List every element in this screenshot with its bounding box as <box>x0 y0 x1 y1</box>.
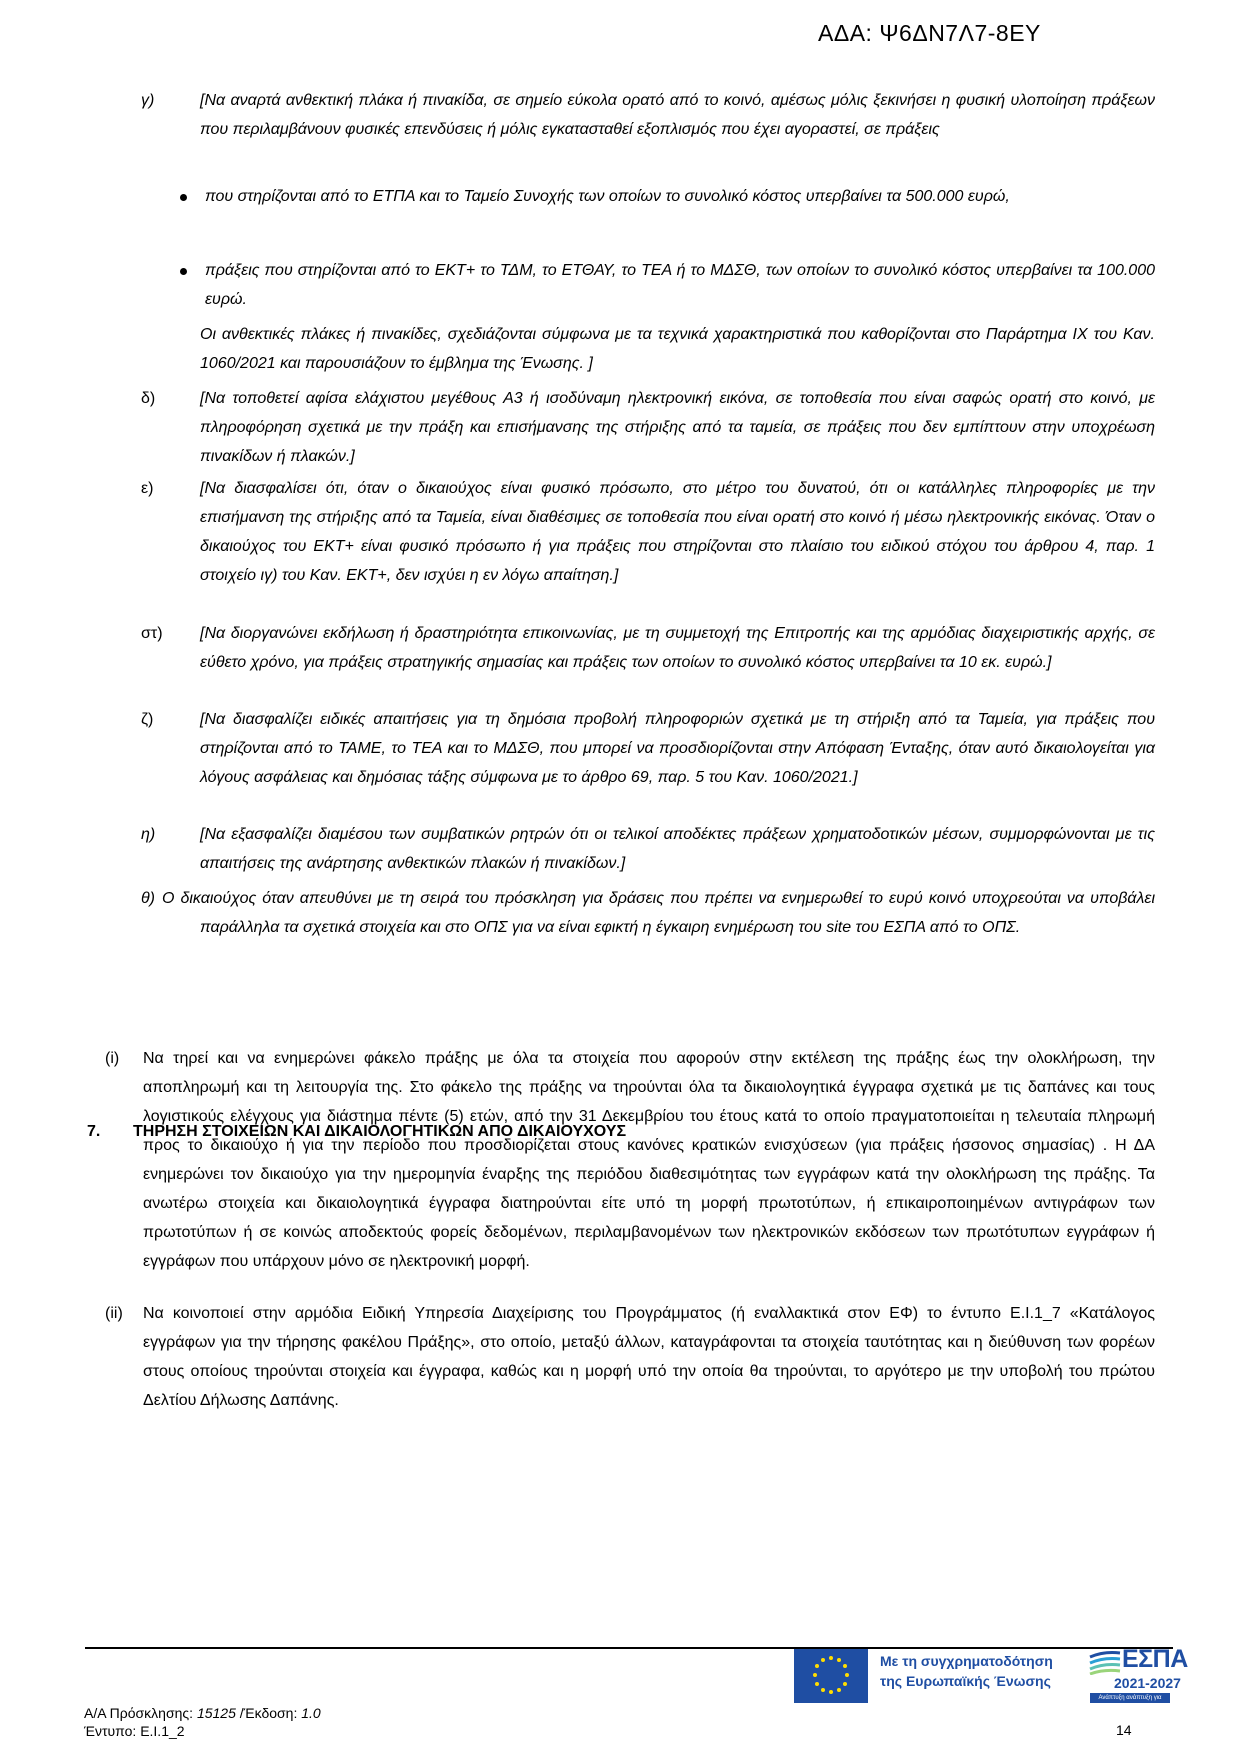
call-number: 15125 <box>196 1705 236 1721</box>
eu-cofunding-text <box>880 1651 1053 1691</box>
edition-label: /Έκδοση: <box>235 1705 302 1721</box>
espa-title: ΕΣΠΑ <box>1122 1645 1188 1673</box>
item-text-theta-body: Ο δικαιούχος όταν απευθύνει με τη σειρά του πρόσκληση για δράσεις που πρέπει να ενημερωθεί το ευρύ κοινό υποχρεούται να υποβάλει παράλληλα τα σχετικά στοιχεία και στο ΟΠΣ για να είναι εφικτή η έγκαιρη ενημέρωση του site του ΕΣΠΑ από το ΟΠΣ. <box>162 890 1155 936</box>
edition-value: 1.0 <box>301 1705 321 1721</box>
footer-form-line: Έντυπο: Ε.Ι.1_2 <box>84 1723 185 1739</box>
item-label-gamma: γ) <box>141 92 155 109</box>
section7-item-label-ii: (ii) <box>105 1305 123 1322</box>
item-gamma-continuation: Οι ανθεκτικές πλάκες ή πινακίδες, σχεδιάζονται σύμφωνα με τα τεχνικά χαρακτηριστικά που καθορίζονται στο Παράρτημα ΙΧ του Καν. 1060/2021 και παρουσιάζουν το έμβλημα της Ένωσης. ] <box>200 326 1155 372</box>
bullet-icon <box>180 256 194 285</box>
eu-flag-icon <box>794 1649 868 1703</box>
item-text-st: [Να διοργανώνει εκδήλωση ή δραστηριότητα επικοινωνίας, με τη συμμετοχή της Επιτροπής και της αρμόδιας διαχειριστικής αρχής, σε εύθετο χρόνο, για πράξεις στρατηγικής σημασίας και πράξεις των οποίων το συνολικό κόστος υπερβαίνει τα 10 εκ. ευρώ.] <box>200 625 1155 671</box>
item-text-epsilon: [Να διασφαλίσει ότι, όταν ο δικαιούχος είναι φυσικό πρόσωπο, στο μέτρο του δυνατού, ότι οι κατάλληλες πληροφορίες με την επισήμανση της στήριξης από τα Ταμεία, είναι διαθέσιμες σε τοποθεσία που είναι ορατή στο κοινό ή μέσω ηλεκτρονικής εικόνας. Όταν ο δικαιούχος του ΕΚΤ+ είναι φυσικό πρόσωπο ή για πράξεις που στηρίζονται στο πλαίσιο του ειδικού στόχου του άρθρου 4, παρ. 1 στοιχείο ιγ) του Καν. ΕΚΤ+, δεν ισχύει η εν λόγω απαίτηση.] <box>200 480 1155 584</box>
item-text-eta: [Να εξασφαλίζει διαμέσου των συμβατικών ρητρών ότι οι τελικοί αποδέκτες πράξεων χρηματοδοτικών μέσων, συμμορφώνονται με τις απαιτήσεις της ανάρτησης ανθεκτικών πλακών ή πινακίδων.] <box>200 826 1155 872</box>
item-text-zeta: [Να διασφαλίζει ειδικές απαιτήσεις για τη δημόσια προβολή πληροφοριών σχετικά με τη στήριξη από τα Ταμεία, για πράξεις που στηρίζονται από το ΤΑΜΕ, το ΤΕΑ και το ΜΔΣΘ, που μπορεί να προσδιορίζονται στην Απόφαση Ένταξης, όταν αυτό δικαιολογείται για λόγους ασφάλειας και δημόσιας τάξης σύμφωνα με το άρθρο 69, παρ. 5 του Καν. 1060/2021.] <box>200 711 1155 786</box>
item-label-theta: θ) <box>141 890 156 907</box>
espa-years: 2021-2027 <box>1114 1675 1181 1691</box>
item-label-zeta: ζ) <box>141 711 154 728</box>
footer-divider <box>85 1647 1173 1649</box>
footer-call-info <box>84 1704 321 1740</box>
item-text-theta <box>162 884 1155 942</box>
section7-item-label-i: (i) <box>105 1050 120 1067</box>
item-label-eta: η) <box>141 826 156 843</box>
item-label-st: στ) <box>141 625 163 642</box>
espa-logo <box>1088 1645 1188 1711</box>
item-text-gamma: [Να αναρτά ανθεκτική πλάκα ή πινακίδα, σε σημείο εύκολα ορατό από το κοινό, αμέσως μόλις ξεκινήσει η φυσική υλοποίηση πράξεων που περιλαμβάνουν φυσικές επενδύσεις ή μόλις εγκατασταθεί εξοπλισμός που έχει αγοραστεί, σε πράξεις <box>200 92 1155 138</box>
item-label-delta: δ) <box>141 390 156 407</box>
item-text-delta: [Να τοποθετεί αφίσα ελάχιστου μεγέθους Α3 ή ισοδύναμη ηλεκτρονική εικόνα, σε τοποθεσία που είναι σαφώς ορατή στο κοινό, με πληροφόρηση σχετικά με την πράξη και επισήμανσης της στήριξης από τα ταμεία, σε πράξεις που δεν εμπίπτουν στην υποχρέωση πινακίδων ή πλακών.] <box>200 390 1155 465</box>
item-label-epsilon: ε) <box>141 480 154 497</box>
bullet-icon <box>180 182 194 211</box>
ada-header: ΑΔΑ: Ψ6ΔΝ7Λ7-8ΕΥ <box>818 20 1041 46</box>
section-number: 7. <box>87 1123 101 1140</box>
espa-waves-icon <box>1088 1649 1122 1675</box>
section7-item-text-i: Να τηρεί και να ενημερώνει φάκελο πράξης με όλα τα στοιχεία που αφορούν στην εκτέλεση της πράξης έως την ολοκλήρωση, την αποπληρωμή και τη λειτουργία της. Στο φάκελο της πράξης να τηρούνται όλα τα δικαιολογητικά έγγραφα σχετικά με τις δαπάνες και τους λογιστικούς ελέγχους για διάστημα πέντε (5) ετών, από την 31 Δεκεμβρίου του έτους κατά το οποίο πραγματοποιείται η τελευταία πληρωμή προς το δικαιούχο ή για την περίοδο που προσδιορίζεται στους κανόνες κρατικών ενισχύσεων (για πράξεις ήσσονος σημασίας) . Η ΔΑ ενημερώνει τον δικαιούχο για την ημερομηνία έναρξης της περιόδου διαθεσιμότητας των εγγράφων κατά την ολοκλήρωση της πράξης. Τα ανωτέρω στοιχεία και δικαιολογητικά έγγραφα διατηρούνται είτε υπό τη μορφή πρωτοτύπων, ή επικαιροποιημένων αντιγράφων των πρωτοτύπων ή σε κοινώς αποδεκτούς φορείς δεδομένων, περιλαμβανομένων των ηλεκτρονικών εκδόσεων των πρωτότυπων εγγράφων ή εγγράφων που υπάρχουν μόνο σε ηλεκτρονική μορφή. <box>143 1050 1155 1270</box>
espa-tagline: Ανάπτυξη ανάπτυξη για Όλους <box>1090 1693 1170 1703</box>
eu-text-line1: Με τη συγχρηματοδότηση <box>880 1653 1053 1669</box>
bullet-text-2: πράξεις που στηρίζονται από το ΕΚΤ+ το ΤΔΜ, το ΕΤΘΑΥ, το ΤΕΑ ή το ΜΔΣΘ, των οποίων το συνολικό κόστος υπερβαίνει τα 100.000 ευρώ. <box>205 262 1155 308</box>
bullet-text-1: που στηρίζονται από το ΕΤΠΑ και το Ταμείο Συνοχής των οποίων το συνολικό κόστος υπερβαίνει τα 500.000 ευρώ, <box>205 188 1010 205</box>
call-label: Α/Α Πρόσκλησης: <box>84 1705 197 1721</box>
eu-text-line2: της Ευρωπαϊκής Ένωσης <box>880 1673 1051 1689</box>
page-number: 14 <box>1116 1722 1132 1738</box>
footer-call-line <box>84 1704 321 1722</box>
section7-item-text-ii: Να κοινοποιεί στην αρμόδια Ειδική Υπηρεσία Διαχείρισης του Προγράμματος (ή εναλλακτικά στον ΕΦ) το έντυπο Ε.Ι.1_7 «Κατάλογος εγγράφων για την τήρησης φακέλου Πράξης», στο οποίο, μεταξύ άλλων, καταγράφονται τα στοιχεία ταυτότητας και η διεύθυνση των φορέων στους οποίους τηρούνται στοιχεία και έγγραφα, καθώς και η μορφή υπό την οποία θα τηρούνται, το αργότερο με την υποβολή του πρώτου Δελτίου Δήλωσης Δαπάνης. <box>143 1305 1155 1409</box>
section-title: ΤΗΡΗΣΗ ΣΤΟΙΧΕΙΩΝ ΚΑΙ ΔΙΚΑΙΟΛΟΓΗΤΙΚΩΝ ΑΠΟ ΔΙΚΑΙΟΥΧΟΥΣ <box>133 1123 627 1140</box>
